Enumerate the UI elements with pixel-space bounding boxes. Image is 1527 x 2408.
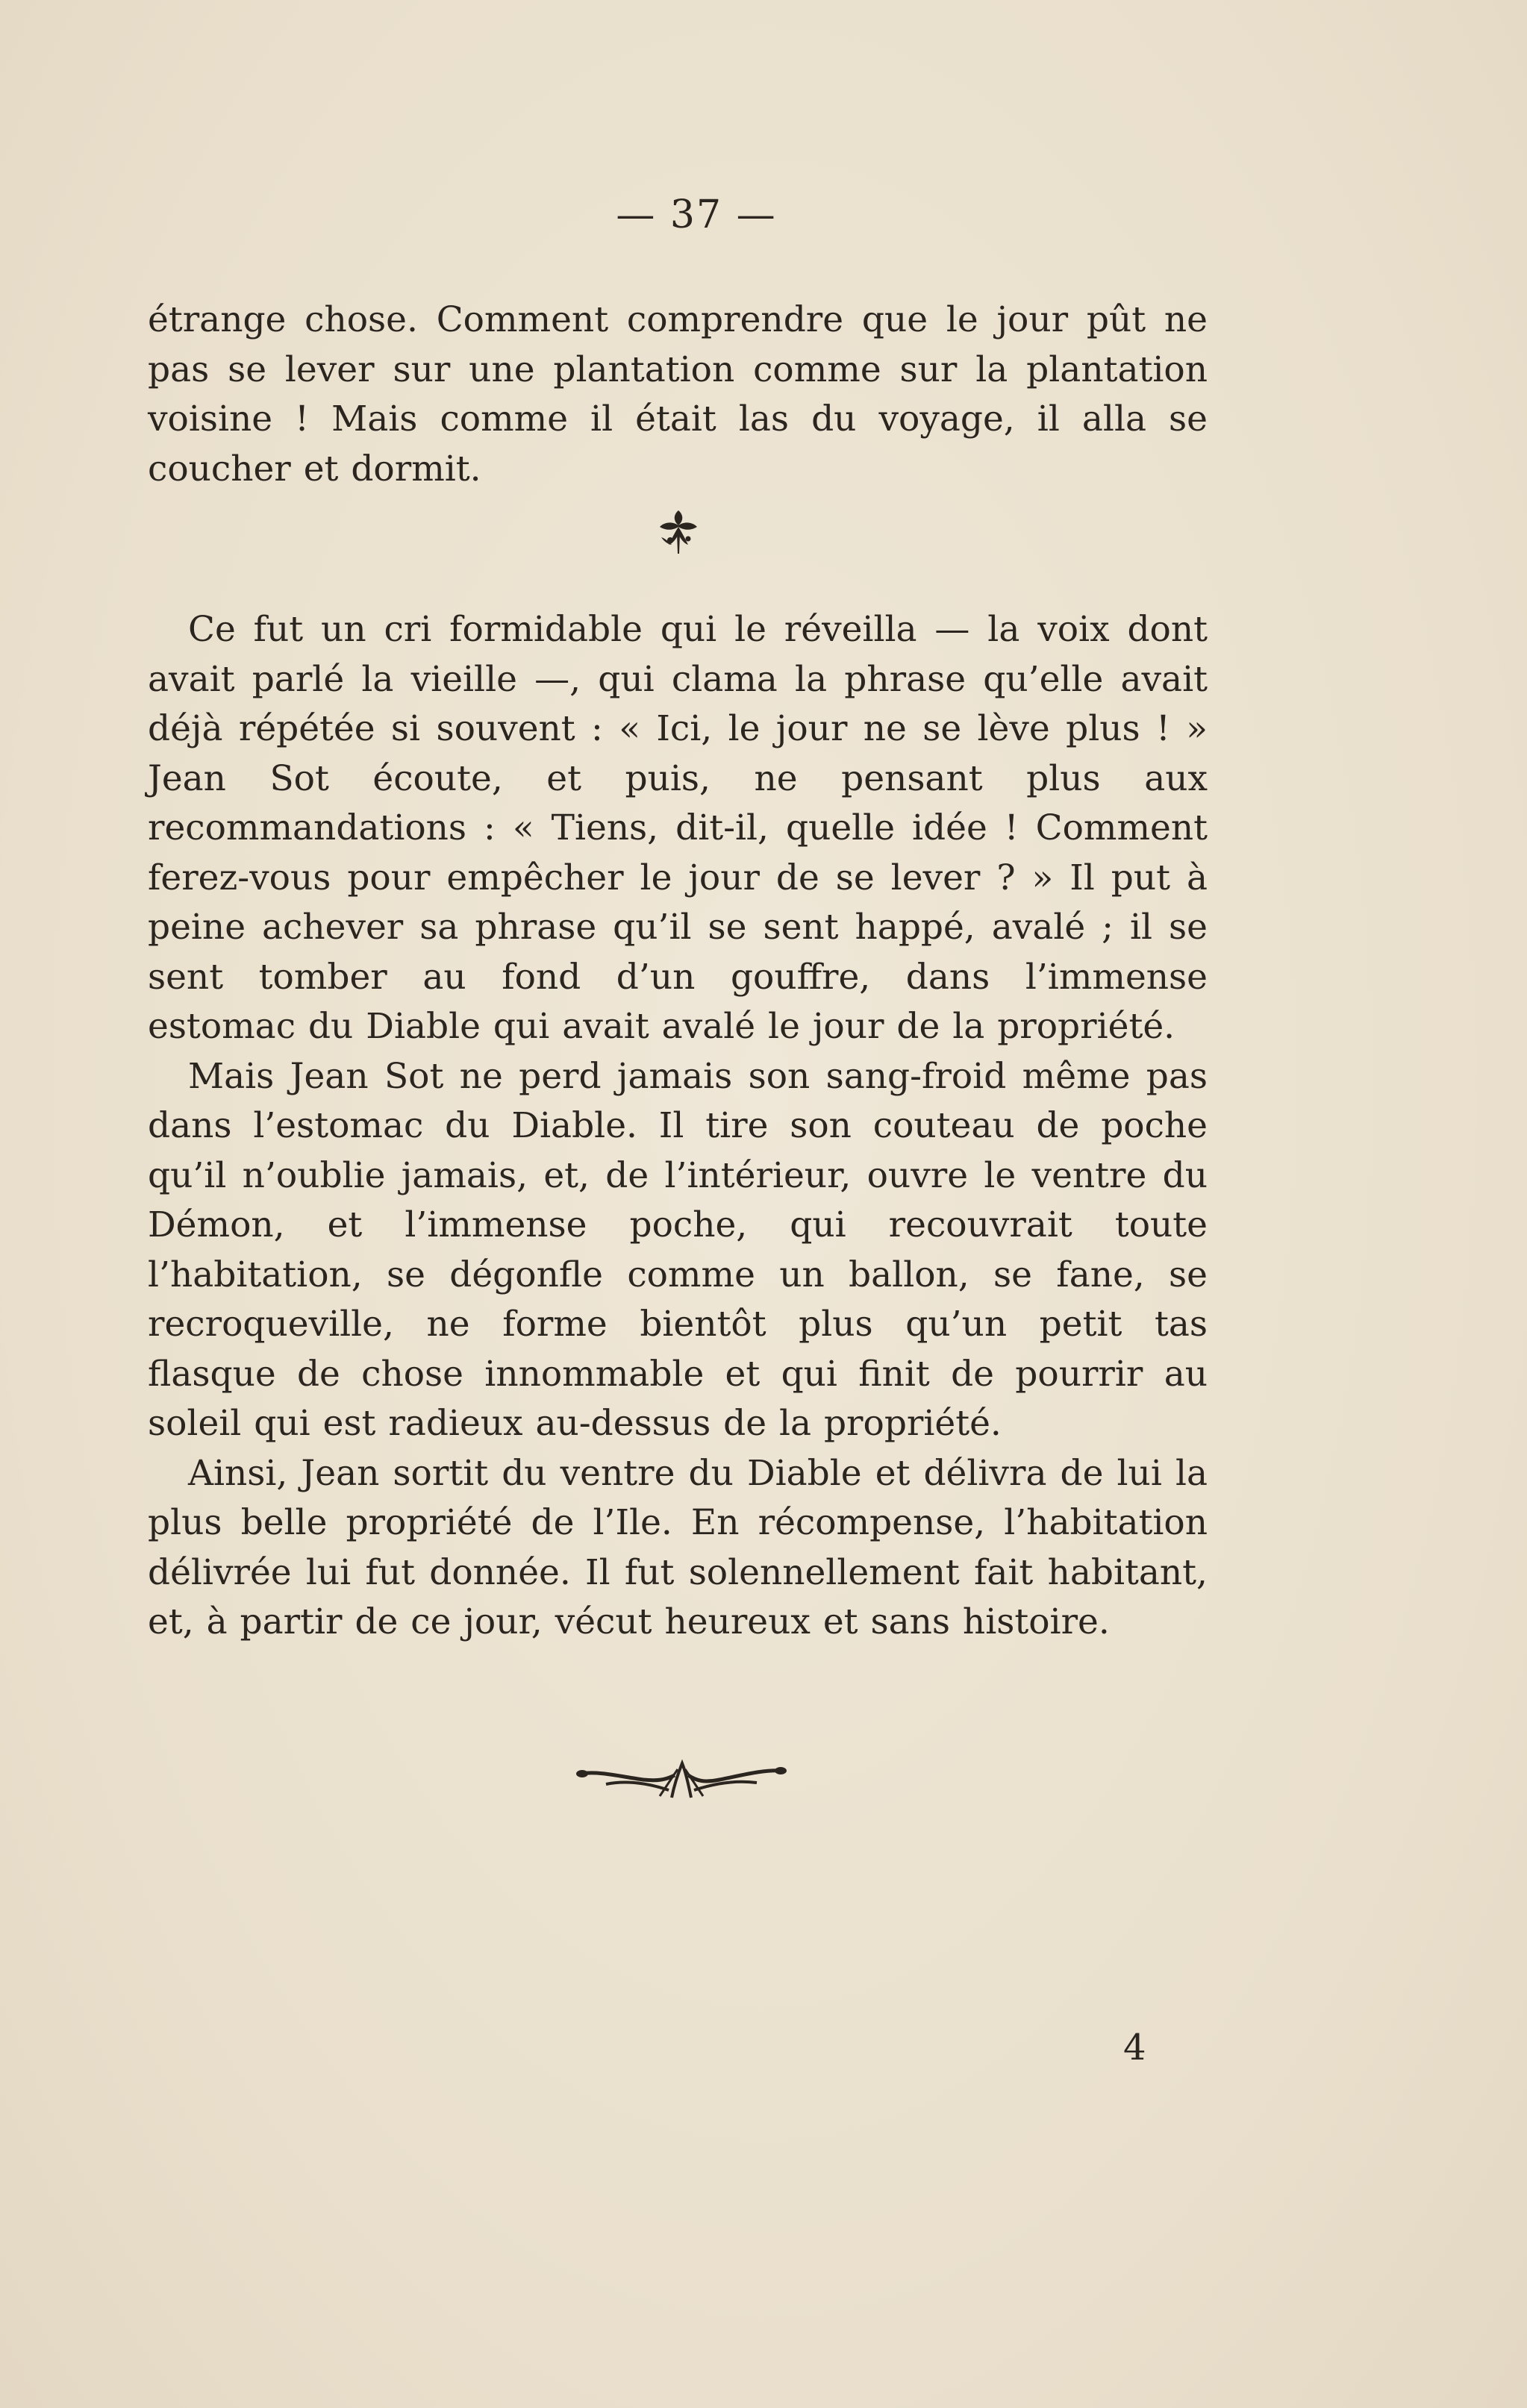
text-block-main	[148, 605, 1208, 1648]
paragraph-1: étrange chose. Comment comprendre que le jour pût ne pas se lever sur une plantation comme sur la plantation voisine ! Mais comme il était las du voyage, il alla se coucher et dormit.	[148, 299, 1208, 490]
fleuron-icon	[655, 507, 702, 557]
paragraph-3: Mais Jean Sot ne perd jamais son sang-froid même pas dans l’estomac du Diable. Il tire son couteau de poche qu’il n’oublie jamais, et, de l’intérieur, ouvre le ventre du Démon, et l’immense poche, qui recouvrait toute l’habitation, se dégonfle comme un ballon, se fane, se recroqueville, ne forme bientôt plus qu’un petit tas flasque de chose innommable et qui finit de pourrir au soleil qui est radieux au-dessus de la propriété.	[148, 1055, 1208, 1444]
paragraph-4: Ainsi, Jean sortit du ventre du Diable et délivra de lui la plus belle propriété de l’Ile. En récompense, l’habitation délivrée lui fut donnée. Il fut solennellement fait habitant, et, à partir de ce jour, vécut heureux et sans histoire.	[148, 1452, 1208, 1642]
text-block-top	[148, 295, 1208, 494]
page-number: — 37 —	[616, 193, 777, 237]
signature-mark: 4	[1123, 2027, 1146, 2068]
paragraph-2: Ce fut un cri formidable qui le réveilla — la voix dont avait parlé la vieille —, qui clama la phrase qu’elle avait déjà répétée si souvent : « Ici, le jour ne se lève plus ! » Jean Sot écoute, et puis, ne pensant plus aux recommandations : « Tiens, dit-il, quelle idée ! Comment ferez-vous pour empêcher le jour de se lever ? » Il put à peine achever sa phrase qu’il se sent happé, avalé ; il se sent tomber au fond d’un gouffre, dans l’immense estomac du Diable qui avait avalé le jour de la propriété.	[148, 609, 1208, 1047]
tail-ornament-icon	[576, 1757, 787, 1802]
